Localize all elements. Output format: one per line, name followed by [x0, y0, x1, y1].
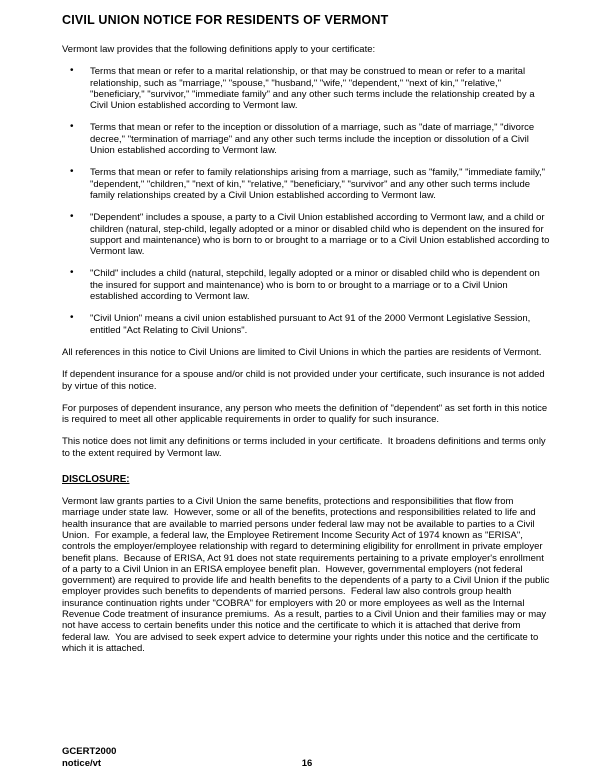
footer-form-notice: notice/vt — [62, 757, 102, 769]
page-footer — [62, 746, 552, 769]
bullet-icon: • — [70, 312, 74, 324]
definition-item-family-relationships — [62, 167, 552, 201]
definition-item-dependent — [62, 212, 552, 257]
definition-text: Terms that mean or refer to a marital relationship, or that may be construed to mean or refer to a marital relationship, such as "marriage," "spouse," "husband," "wife," "dependent," "next of kin," "relative," "beneficiary," "survivor," "immediate family" and any other such terms include the relationship created by a Civil Union established according to Vermont law. — [90, 66, 538, 112]
bullet-icon: • — [70, 166, 74, 178]
definition-item-marital-terms — [62, 66, 552, 111]
definition-item-civil-union — [62, 313, 552, 336]
definitions-list — [62, 66, 552, 336]
footer-form-code: GCERT2000 — [62, 746, 117, 757]
bullet-icon: • — [70, 267, 74, 279]
definition-text: "Dependent" includes a spouse, a party to a Civil Union established according to Vermont law, and a child or children (natural, step-child, legally adopted or a minor or disabled child who is dependent on the insured for support and maintenance) who is born to or brought to a marriage or to a Civil Union established according to Vermont law. — [90, 212, 553, 258]
disclosure-heading: DISCLOSURE: — [62, 474, 130, 486]
paragraph-references: All references in this notice to Civil Unions are limited to Civil Unions in which the parties are residents of Vermont. — [62, 346, 542, 358]
paragraph-qualification: For purposes of dependent insurance, any person who meets the definition of "dependent" as set forth in this notice is required to meet all other applicable requirements in order to qualify for such insurance. — [62, 402, 550, 426]
document-content — [62, 13, 552, 665]
bullet-icon: • — [70, 65, 74, 77]
intro-paragraph: Vermont law provides that the following definitions apply to your certificate: — [62, 44, 376, 55]
definition-item-child — [62, 268, 552, 302]
footer-second-row — [62, 758, 552, 770]
disclosure-paragraph: Vermont law grants parties to a Civil Union the same benefits, protections and responsibilities that flow from marriage under state law. However, some or all of the benefits, protections and responsibilities related to life and health insurance that are available to married persons under federal law may not be available to parties to a Civil Union. For example, a federal law, the Employee Retirement Income Security Act of 1974 known as "ERISA", controls the employer/employee relationship with regard to determining eligibility for enrollment in private employer benefit plans. Because of ERISA, Act 91 does not state requirements pertaining to a private employer's enrollment of a party to a Civil Union in an ERISA employee benefit plan. However, governmental employers (not federal government) are required to provide life and health benefits to the dependents of a party to a Civil Union if the public employer provides such benefits to dependents of married persons. Federal law also controls group health insurance continuation rights under "COBRA" for employers with 20 or more employees as well as the Internal Revenue Code treatment of insurance premiums. As a result, parties to a Civil Union and their families may or may not have access to certain benefits under this notice and the certificate to which it is attached that derive from federal law. You are advised to seek expert advice to determine your rights under this notice and the certificate to which it is attached. — [62, 496, 553, 654]
bullet-icon: • — [70, 121, 74, 133]
definition-text: Terms that mean or refer to family relationships arising from a marriage, such as "family," "immediate family," "dependent," "children," "next of kin," "relative," "beneficiary," "survivor" and any other such terms include family relationships created by a Civil Union established according to Vermont law. — [90, 167, 548, 201]
page-number: 16 — [301, 757, 313, 769]
definition-text: Terms that mean or refer to the inception or dissolution of a marriage, such as "date of marriage," "divorce decree," "termination of marriage" and any other such terms include the inception or dissolution of a Civil Union established according to Vermont law. — [90, 122, 537, 157]
paragraph-notice-scope: This notice does not limit any definitions or terms included in your certificate. It broadens definitions and terms only to the extent required by Vermont law. — [62, 436, 549, 459]
definition-text: "Civil Union" means a civil union established pursuant to Act 91 of the 2000 Vermont Legislative Session, entitled "Act Relating to Civil Unions". — [90, 313, 533, 336]
paragraph-dependent-insurance: If dependent insurance for a spouse and/or child is not provided under your certificate, such insurance is not added by virtue of this notice. — [62, 369, 548, 392]
definition-item-inception-dissolution — [62, 122, 552, 156]
bullet-icon: • — [70, 211, 74, 223]
page-title: CIVIL UNION NOTICE FOR RESIDENTS OF VERMONT — [62, 13, 389, 27]
definition-text: "Child" includes a child (natural, stepchild, legally adopted or a minor or disabled child who is dependent on the insured for support and maintenance) who is born to or brought to a marriage or to a Civil Union established according to Vermont law. — [90, 268, 543, 303]
